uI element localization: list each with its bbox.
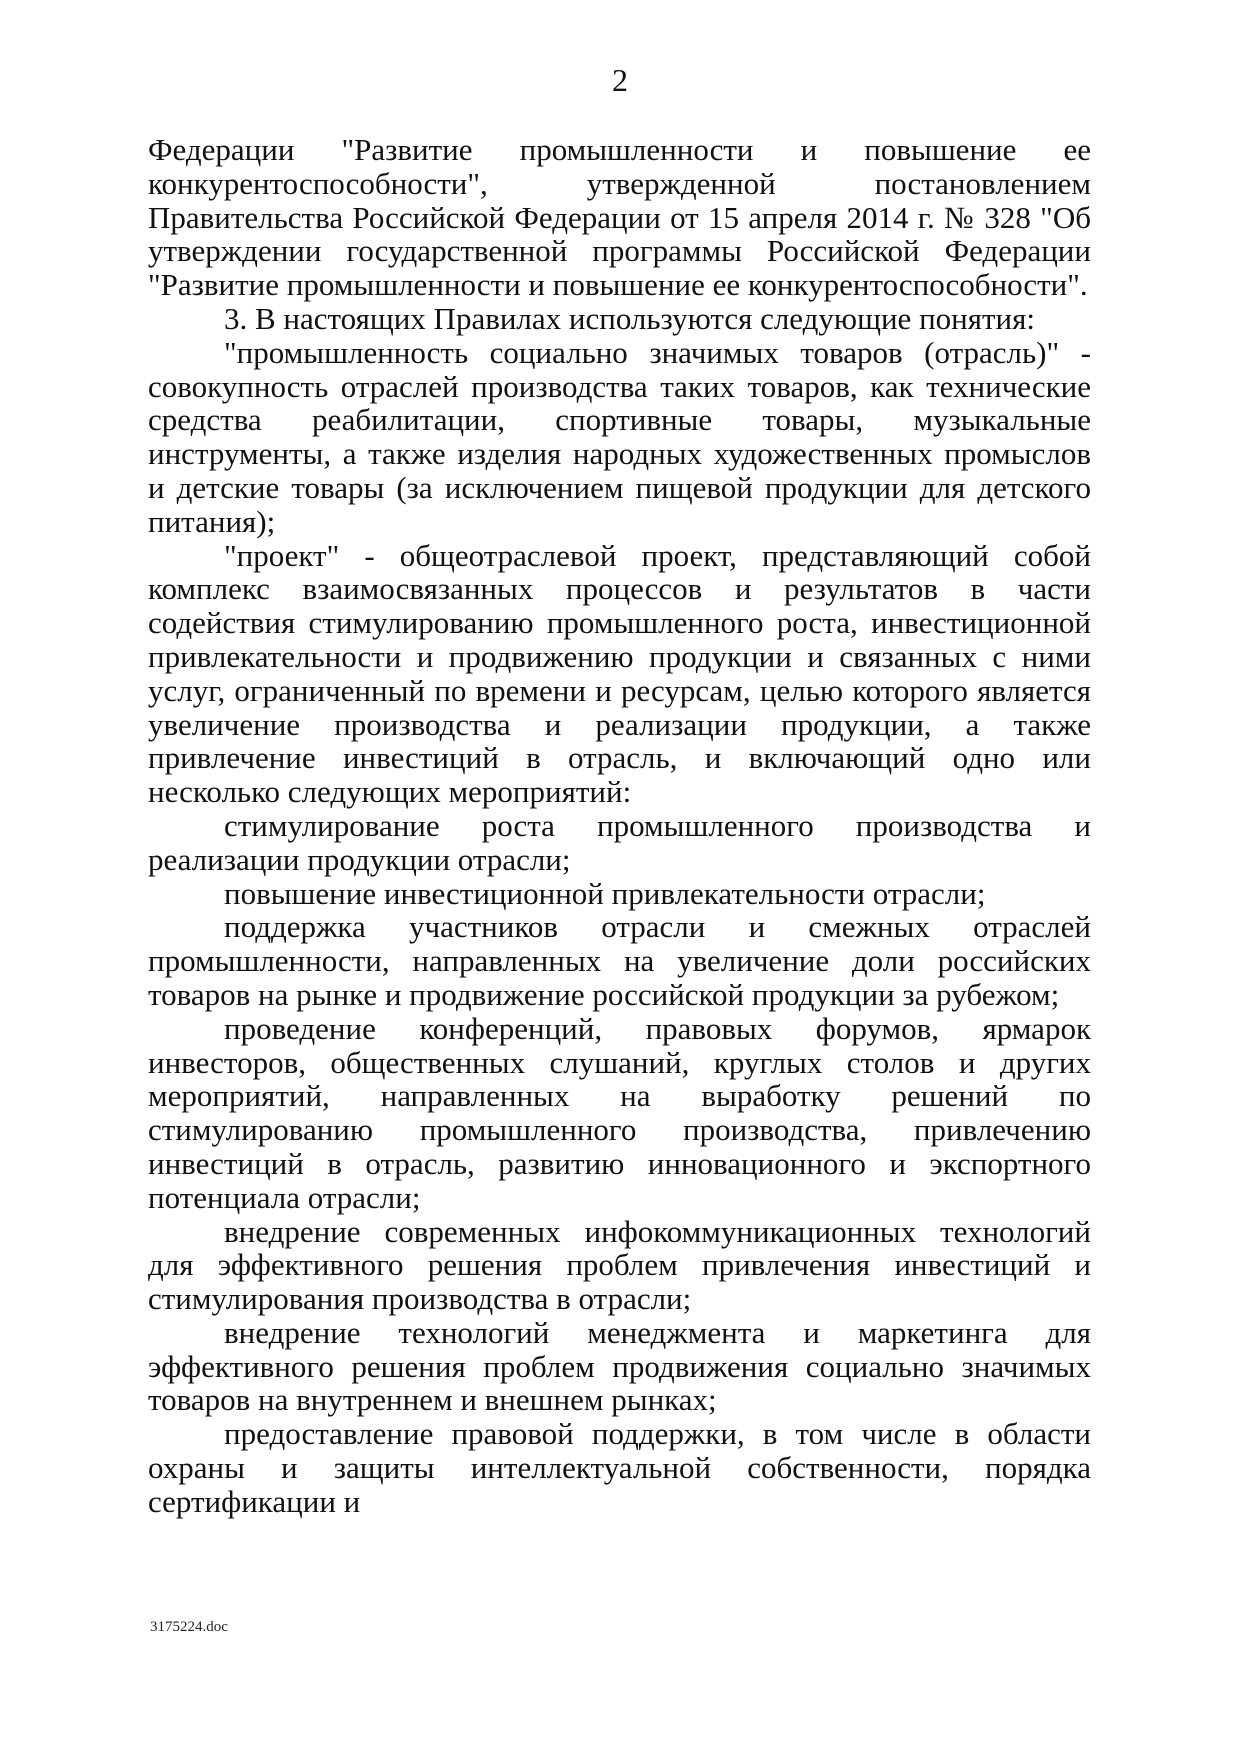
paragraph-definitions-intro: 3. В настоящих Правилах используются следующие понятия: (224, 300, 1036, 336)
list-item-measure: повышение инвестиционной привлекательности отрасли; (224, 875, 986, 911)
list-item-measure: поддержка участников отрасли и смежных отраслей промышленности, направленных на увеличение доли российских товаров на рынке и продвижение российской продукции за рубежом; (148, 909, 1091, 1012)
list-item-measure: внедрение технологий менеджмента и маркетинга для эффективного решения проблем продвижения социально значимых товаров на внутреннем и внешнем рынках; (148, 1314, 1091, 1418)
paragraph-definition-industry: "промышленность социально значимых товаров (отрасль)" - совокупность отраслей производства таких товаров, как технические средства реабилитации, спортивные товары, музыкальные инструменты, а также изделия народных художественных промыслов и детские товары (за исключением пищевой продукции для детского питания); (148, 334, 1091, 539)
list-item-measure: стимулирование роста промышленного производства и реализации продукции отрасли; (148, 807, 1091, 877)
document-id: 3175224.doc (150, 1619, 228, 1635)
list-item-measure: предоставление правовой поддержки, в том числе в области охраны и защиты интеллектуальной собственности, порядка сертификации и (148, 1416, 1091, 1519)
page-number: 2 (612, 62, 628, 98)
paragraph-definition-project: "проект" - общеотраслевой проект, представляющий собой комплекс взаимосвязанных процессов и результатов в части содействия стимулированию промышленного роста, инвестиционной привлекательности и продвижению продукции и связанных с ними услуг, ограниченный по времени и ресурсам, целью которого является увеличение производства и реализации продукции, а также привлечение инвестиций в отрасль, и включающий одно или несколько следующих мероприятий: (148, 537, 1091, 810)
body-text (148, 133, 1091, 1519)
paragraph-continuation: Федерации "Развитие промышленности и повышение ее конкурентоспособности", утвержденной постановлением Правительства Российской Федерации от 15 апреля 2014 г. № 328 "Об утверждении государственной программы Российской Федерации "Развитие промышленности и повышение ее конкурентоспособности". (148, 132, 1091, 303)
list-item-measure: внедрение современных инфокоммуникационных технологий для эффективного решения проблем привлечения инвестиций и стимулирования производства в отрасли; (148, 1213, 1091, 1317)
list-item-measure: проведение конференций, правовых форумов, ярмарок инвесторов, общественных слушаний, круглых столов и других мероприятий, направленных на выработку решений по стимулированию промышленного производства, привлечению инвестиций в отрасль, развитию инновационного и экспортного потенциала отрасли; (148, 1010, 1091, 1215)
